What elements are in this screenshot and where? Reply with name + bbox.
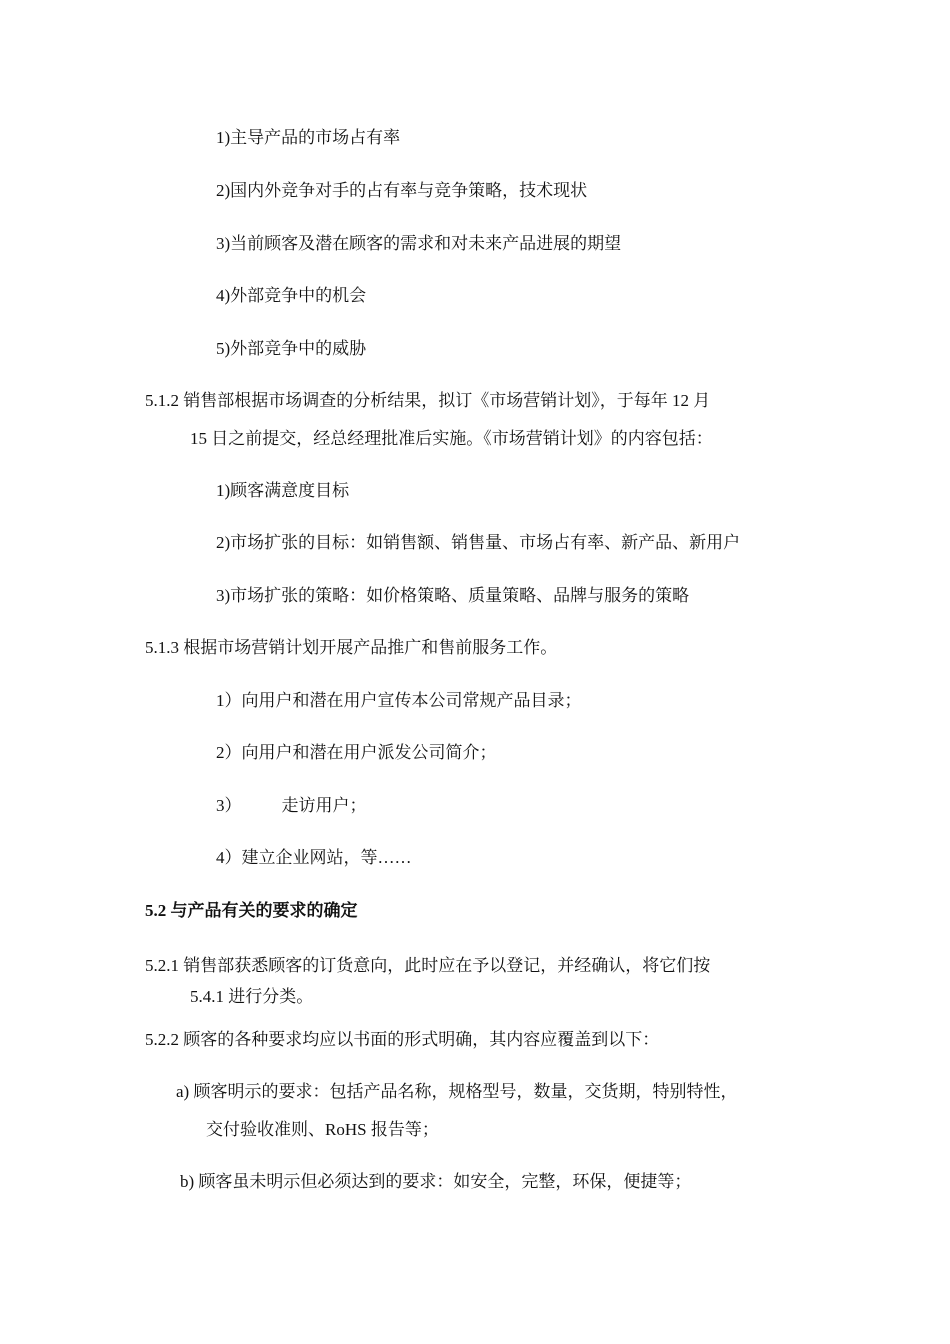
list-item: 2)国内外竞争对手的占有率与竞争策略，技术现状 (216, 181, 588, 200)
section-heading-5-2: 5.2 与产品有关的要求的确定 (145, 901, 358, 920)
list-item: 1)主导产品的市场占有率 (216, 128, 401, 147)
list-item: 3)当前顾客及潜在顾客的需求和对未来产品进展的期望 (216, 234, 622, 253)
list-item: 1)顾客满意度目标 (216, 481, 350, 500)
list-item-a-line2: 交付验收准则、RoHS 报告等； (206, 1120, 439, 1139)
list-item: 2)市场扩张的目标：如销售额、销售量、市场占有率、新产品、新用户 (216, 533, 741, 552)
paragraph-5-1-3: 5.1.3 根据市场营销计划开展产品推广和售前服务工作。 (145, 638, 558, 657)
paragraph-5-2-2: 5.2.2 顾客的各种要求均应以书面的形式明确，其内容应覆盖到以下： (145, 1030, 660, 1049)
paragraph-5-1-2-line1: 5.1.2 销售部根据市场调查的分析结果，拟订《市场营销计划》，于每年 12 月 (145, 391, 711, 410)
list-item-a-line1: a) 顾客明示的要求：包括产品名称，规格型号，数量，交货期，特别特性， (176, 1082, 738, 1101)
list-item: 4）建立企业网站，等…… (216, 848, 412, 867)
list-item: 2）向用户和潜在用户派发公司简介； (216, 743, 497, 762)
list-item (216, 794, 367, 818)
list-marker: 3） (216, 796, 242, 815)
paragraph-5-1-2-line2: 15 日之前提交，经总经理批准后实施。《市场营销计划》的内容包括： (190, 429, 713, 448)
list-item-b: b) 顾客虽未明示但必须达到的要求：如安全，完整，环保，便捷等； (180, 1172, 692, 1191)
paragraph-5-2-1-line2: 5.4.1 进行分类。 (190, 987, 314, 1006)
list-item: 5)外部竞争中的威胁 (216, 339, 367, 358)
list-item-text: 走访用户； (281, 796, 367, 815)
paragraph-5-2-1-line1: 5.2.1 销售部获悉顾客的订货意向，此时应在予以登记，并经确认，将它们按 (145, 956, 711, 975)
list-item: 3)市场扩张的策略：如价格策略、质量策略、品牌与服务的策略 (216, 586, 690, 605)
list-item: 4)外部竞争中的机会 (216, 286, 367, 305)
list-item: 1）向用户和潜在用户宣传本公司常规产品目录； (216, 691, 582, 710)
